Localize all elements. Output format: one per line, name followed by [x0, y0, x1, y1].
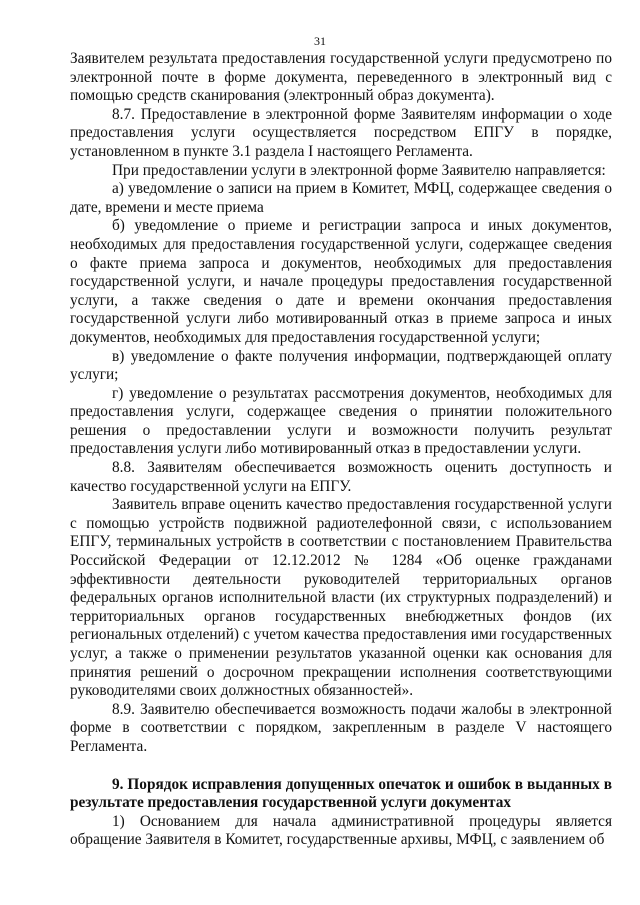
document-body — [70, 50, 612, 850]
paragraph-8-8: 8.8. Заявителям обеспечивается возможность оценить доступность и качество государственной услуги на ЕПГУ. — [70, 459, 612, 495]
list-item-g: г) уведомление о результатах рассмотрения документов, необходимых для предоставления услуги, содержащее сведения о принятии положительного решения о предоставлении услуги и возможности получить результат предоставления услуги либо мотивированный отказ в предоставлении услуги. — [70, 384, 612, 458]
paragraph-quality-evaluation: Заявитель вправе оценить качество предоставления государственной услуги с помощью устройств подвижной радиотелефонной связи, с использованием ЕПГУ, терминальных устройств в соответствии с постановлением Правительства Российской Федерации от 12.12.2012 № 1284 «Об оценке гражданами эффективности деятельности руководителей территориальных органов федеральных органов исполнительной власти (их структурных подразделений) и территориальных органов государственных внебюджетных фондов (их региональных отделений) с учетом качества предоставления ими государственных услуг, а также о применении результатов указанной оценки как основания для принятия решений о досрочном прекращении исполнения соответствующими руководителями своих должностных обязанностей». — [70, 496, 612, 700]
list-item-a: а) уведомление о записи на прием в Комитет, МФЦ, содержащее сведения о дате, времени и месте приема — [70, 180, 612, 216]
list-item-v: в) уведомление о факте получения информации, подтверждающей оплату услуги; — [70, 347, 612, 384]
section-heading-9: 9. Порядок исправления допущенных опечаток и ошибок в выданных в результате предоставления государственной услуги документах — [70, 775, 612, 812]
list-item-b: б) уведомление о приеме и регистрации запроса и иных документов, необходимых для предоставления государственной услуги, содержащее сведения о факте приема запроса и документов, необходимых для предоставления государственной услуги, и начале процедуры предоставления государственной услуги, а также сведения о дате и времени окончания предоставления государственной услуги либо мотивированный отказ в приеме запроса и иных документов, необходимых для предоставления государственной услуги; — [70, 217, 612, 346]
paragraph-continuation: Заявителем результата предоставления государственной услуги предусмотрено по электронной почте в форме документа, переведенного в электронный вид с помощью средств сканирования (электронный образ документа). — [70, 50, 612, 105]
paragraph-8-9: 8.9. Заявителю обеспечивается возможность подачи жалобы в электронной форме в соответствии с порядком, закрепленным в разделе V настоящего Регламента. — [70, 700, 612, 755]
paragraph-9-1: 1) Основанием для начала административной процедуры является обращение Заявителя в Комитет, государственные архивы, МФЦ, с заявлением об — [70, 812, 612, 849]
paragraph-8-7: 8.7. Предоставление в электронной форме Заявителям информации о ходе предоставления услуги осуществляется посредством ЕПГУ в порядке, установленном в пункте 3.1 раздела I настоящего Регламента. — [70, 105, 612, 160]
page-number: 31 — [314, 34, 326, 48]
paragraph-notifications-intro: При предоставлении услуги в электронной форме Заявителю направляется: — [112, 161, 606, 179]
